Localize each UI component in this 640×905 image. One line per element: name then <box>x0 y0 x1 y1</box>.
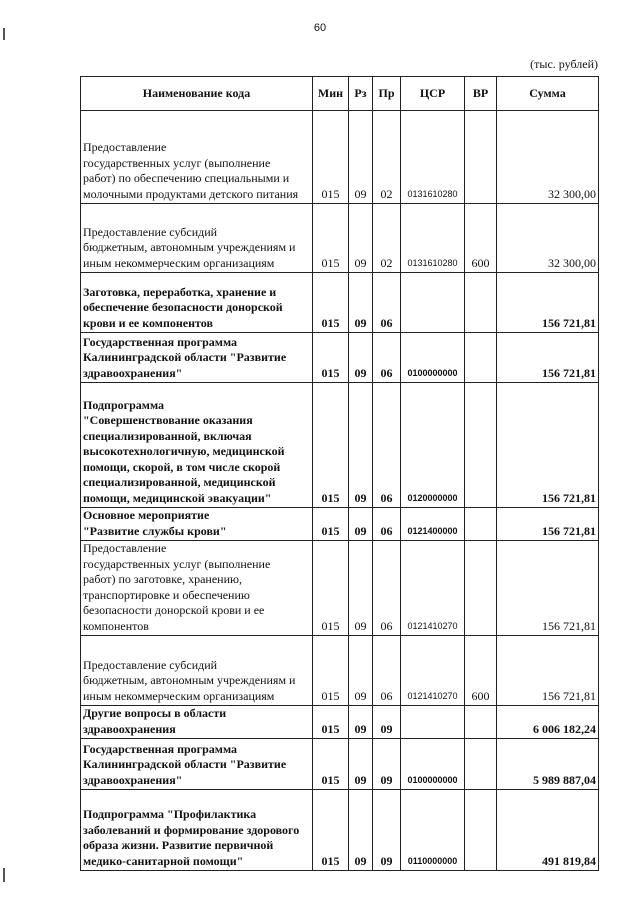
row-csr: 0121410270 <box>401 636 465 706</box>
table-row <box>81 333 599 383</box>
row-min: 015 <box>313 273 349 333</box>
row-csr: 0110000000 <box>401 790 465 871</box>
row-csr <box>401 273 465 333</box>
row-rz: 09 <box>349 111 373 204</box>
row-name: Подпрограмма "Совершенствование оказания специализированной, включая высокотехнологичную, медицинской помощи, скорой, в том числе скорой специализированной, медицинской помощи, медицинской эвакуации" <box>83 397 285 505</box>
row-csr: 0121400000 <box>401 508 465 541</box>
row-vr <box>465 383 497 508</box>
row-name: Заготовка, переработка, хранение и обеспечение безопасности донорской крови и ее компонентов <box>83 284 283 330</box>
row-sum: 32 300,00 <box>497 111 599 204</box>
row-min: 015 <box>313 111 349 204</box>
row-pr: 06 <box>373 333 401 383</box>
row-vr <box>465 541 497 636</box>
row-vr <box>465 739 497 790</box>
table-row <box>81 273 599 333</box>
row-pr: 02 <box>373 204 401 273</box>
row-name: Государственная программа Калининградской области "Развитие здравоохранения" <box>83 741 287 787</box>
row-name: Государственная программа Калининградской области "Развитие здравоохранения" <box>83 334 287 380</box>
table-row <box>81 706 599 739</box>
row-min: 015 <box>313 739 349 790</box>
row-name: Предоставление государственных услуг (выполнение работ) по обеспечению специальными и молочными продуктами детского питания <box>83 140 299 201</box>
row-rz: 09 <box>349 790 373 871</box>
row-vr: 600 <box>465 636 497 706</box>
row-vr: 600 <box>465 204 497 273</box>
row-vr <box>465 508 497 541</box>
row-csr: 0100000000 <box>401 739 465 790</box>
row-rz: 09 <box>349 273 373 333</box>
row-csr: 0100000000 <box>401 333 465 383</box>
table-row <box>81 204 599 273</box>
table-row <box>81 541 599 636</box>
row-min: 015 <box>313 541 349 636</box>
row-name: Предоставление государственных услуг (выполнение работ) по заготовке, хранению, транспортировке и обеспечению безопасности донорской крови и ее компонентов <box>83 541 271 633</box>
row-sum: 156 721,81 <box>497 541 599 636</box>
row-rz: 09 <box>349 706 373 739</box>
row-sum: 156 721,81 <box>497 333 599 383</box>
units-label: (тыс. рублей) <box>530 57 598 71</box>
budget-table <box>80 76 599 871</box>
table-row <box>81 739 599 790</box>
row-name: Другие вопросы в области здравоохранения <box>83 706 227 736</box>
row-name: Предоставление субсидий бюджетным, автономным учреждениям и иным некоммерческим организациям <box>83 657 296 703</box>
row-vr <box>465 790 497 871</box>
row-rz: 09 <box>349 508 373 541</box>
row-sum: 6 006 182,24 <box>497 706 599 739</box>
row-min: 015 <box>313 636 349 706</box>
row-rz: 09 <box>349 333 373 383</box>
row-csr: 0120000000 <box>401 383 465 508</box>
row-sum: 156 721,81 <box>497 508 599 541</box>
header-min: Мин <box>313 77 349 111</box>
row-vr <box>465 111 497 204</box>
row-pr: 06 <box>373 508 401 541</box>
row-csr: 0131610280 <box>401 204 465 273</box>
row-rz: 09 <box>349 636 373 706</box>
row-sum: 156 721,81 <box>497 383 599 508</box>
row-name: Основное мероприятие "Развитие службы крови" <box>83 508 227 538</box>
row-csr: 0131610280 <box>401 111 465 204</box>
row-sum: 156 721,81 <box>497 636 599 706</box>
row-pr: 09 <box>373 739 401 790</box>
row-sum: 156 721,81 <box>497 273 599 333</box>
header-csr: ЦСР <box>401 77 465 111</box>
row-pr: 06 <box>373 541 401 636</box>
row-min: 015 <box>313 204 349 273</box>
row-rz: 09 <box>349 383 373 508</box>
header-sum: Сумма <box>497 77 599 111</box>
header-name: Наименование кода <box>81 77 313 111</box>
row-min: 015 <box>313 790 349 871</box>
row-csr <box>401 706 465 739</box>
row-name: Предоставление субсидий бюджетным, автономным учреждениям и иным некоммерческим организациям <box>83 224 296 270</box>
binding-mark-top <box>3 28 5 40</box>
row-csr: 0121410270 <box>401 541 465 636</box>
page-number: 60 <box>313 22 327 34</box>
table-row <box>81 636 599 706</box>
row-min: 015 <box>313 706 349 739</box>
row-name: Подпрограмма "Профилактика заболеваний и формирование здорового образа жизни. Развитие первичной медико-санитарной помощи" <box>83 807 300 868</box>
row-pr: 09 <box>373 706 401 739</box>
row-pr: 06 <box>373 383 401 508</box>
header-vr: ВР <box>465 77 497 111</box>
row-pr: 02 <box>373 111 401 204</box>
row-rz: 09 <box>349 204 373 273</box>
row-pr: 06 <box>373 273 401 333</box>
row-vr <box>465 706 497 739</box>
binding-mark-bottom <box>3 868 5 882</box>
table-row <box>81 790 599 871</box>
row-min: 015 <box>313 333 349 383</box>
row-vr <box>465 333 497 383</box>
row-min: 015 <box>313 383 349 508</box>
row-vr <box>465 273 497 333</box>
row-sum: 491 819,84 <box>497 790 599 871</box>
row-sum: 32 300,00 <box>497 204 599 273</box>
row-sum: 5 989 887,04 <box>497 739 599 790</box>
header-rz: Рз <box>349 77 373 111</box>
table-header-row <box>81 77 599 111</box>
row-pr: 06 <box>373 636 401 706</box>
row-rz: 09 <box>349 541 373 636</box>
row-pr: 09 <box>373 790 401 871</box>
row-min: 015 <box>313 508 349 541</box>
header-pr: Пр <box>373 77 401 111</box>
row-rz: 09 <box>349 739 373 790</box>
table-row <box>81 111 599 204</box>
table-row <box>81 508 599 541</box>
table-row <box>81 383 599 508</box>
